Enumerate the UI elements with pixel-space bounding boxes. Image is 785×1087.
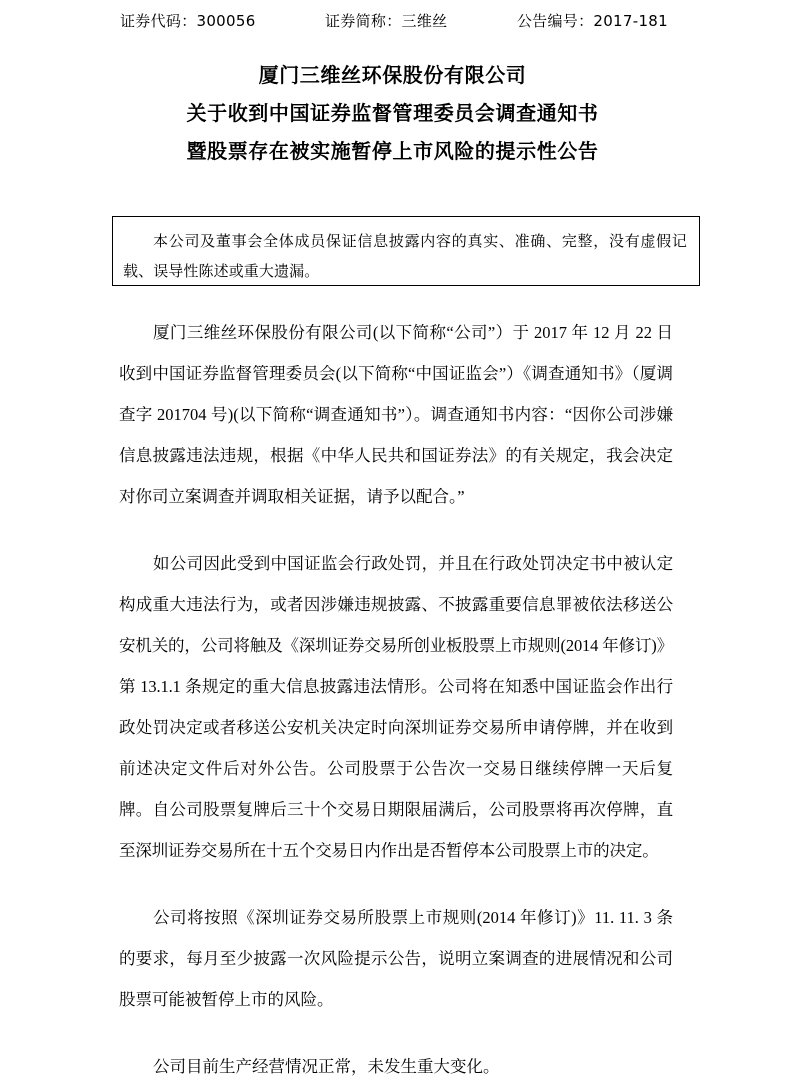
disclaimer-box xyxy=(112,216,700,286)
document-header xyxy=(120,10,668,31)
body-paragraph-3: 公司将按照《深圳证券交易所股票上市规则(2014 年修订)》11. 11. 3 条的要求，每月至少披露一次风险提示公告，说明立案调查的进展情况和公司股票可能被暂停上市的风险。 xyxy=(119,908,673,1009)
body-paragraph-1: 厦门三维丝环保股份有限公司(以下简称“公司”）于 2017 年 12 月 22 日收到中国证券监督管理委员会(以下简称“中国证监会”）《调查通知书》（厦调查字 201704 号)(以下简称“调查通知书”）。调查通知书内容：“因你公司涉嫌信息披露违法违规，根据《中华人民共和国证券法》的有关规定，我会决定对你司立案调查并调取相关证据，请予以配合。” xyxy=(119,323,673,506)
security-name: 证券简称：三维丝 xyxy=(325,12,448,30)
announcement-number: 公告编号：2017-181 xyxy=(516,12,668,30)
disclaimer-text: 本公司及董事会全体成员保证信息披露内容的真实、准确、完整，没有虚假记载、误导性陈述或重大遗漏。 xyxy=(123,232,687,280)
title-line-subject-continued: 暨股票存在被实施暂停上市风险的提示性公告 xyxy=(186,139,599,163)
security-code: 证券代码：300056 xyxy=(120,12,256,30)
body-paragraph-4: 公司目前生产经营情况正常，未发生重大变化。 xyxy=(153,1057,500,1076)
document-body xyxy=(119,312,673,1087)
title-line-company: 厦门三维丝环保股份有限公司 xyxy=(258,63,527,87)
body-paragraph-2: 如公司因此受到中国证监会行政处罚，并且在行政处罚决定书中被认定构成重大违法行为，或者因涉嫌违规披露、不披露重要信息罪被依法移送公安机关的，公司将触及《深圳证券交易所创业板股票上市规则(2014 年修订)》第 13.1.1 条规定的重大信息披露违法情形。公司将在知悉中国证监会作出行政处罚决定或者移送公安机关决定时向深圳证券交易所申请停牌，并在收到前述决定文件后对外公告。公司股票于公告次一交易日继续停牌一天后复牌。自公司股票复牌后三十个交易日期限届满后，公司股票将再次停牌，直至深圳证券交易所在十五个交易日内作出是否暂停本公司股票上市的决定。 xyxy=(119,554,673,860)
document-title xyxy=(0,56,785,170)
title-line-subject: 关于收到中国证券监督管理委员会调查通知书 xyxy=(186,101,599,125)
